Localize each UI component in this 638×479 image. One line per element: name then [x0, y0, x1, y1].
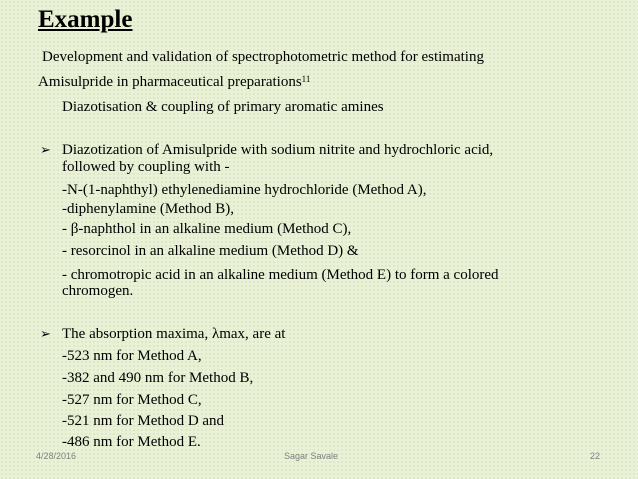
method-item: - chromotropic acid in an alkaline medium (Method E) to form a colored	[62, 267, 499, 283]
intro-line-1: Development and validation of spectrophotometric method for estimating	[42, 49, 484, 65]
bullet-arrow-icon: ➢	[40, 326, 51, 341]
bullet-arrow-icon: ➢	[40, 142, 51, 157]
reference-superscript: 11	[301, 74, 311, 84]
footer-page-number: 22	[590, 451, 601, 461]
method-item: - resorcinol in an alkaline medium (Method D) &	[62, 243, 359, 259]
absorption-item: -527 nm for Method C,	[62, 392, 202, 408]
absorption-item: -382 and 490 nm for Method B,	[62, 370, 254, 386]
bullet2-line-1: The absorption maxima, λmax, are at	[62, 326, 286, 342]
bullet1-line-2: followed by coupling with -	[62, 159, 230, 175]
method-item: - β-naphthol in an alkaline medium (Method C),	[62, 221, 352, 237]
method-item: -N-(1-naphthyl) ethylenediamine hydrochloride (Method A),	[62, 182, 427, 198]
footer-author: Sagar Savale	[284, 451, 339, 461]
absorption-item: -521 nm for Method D and	[62, 413, 225, 429]
intro-line-3: Diazotisation & coupling of primary aromatic amines	[62, 99, 384, 115]
bullet1-line-1: Diazotization of Amisulpride with sodium nitrite and hydrochloric acid,	[62, 142, 494, 158]
absorption-item: -486 nm for Method E.	[62, 434, 201, 450]
intro-line-2	[38, 73, 310, 91]
slide-title: Example	[38, 6, 133, 33]
intro-line-2-text: Amisulpride in pharmaceutical preparations	[38, 74, 302, 90]
absorption-item: -523 nm for Method A,	[62, 348, 202, 364]
method-item-continued: chromogen.	[62, 283, 134, 299]
footer-date: 4/28/2016	[36, 451, 77, 461]
method-item: -diphenylamine (Method B),	[62, 201, 235, 217]
